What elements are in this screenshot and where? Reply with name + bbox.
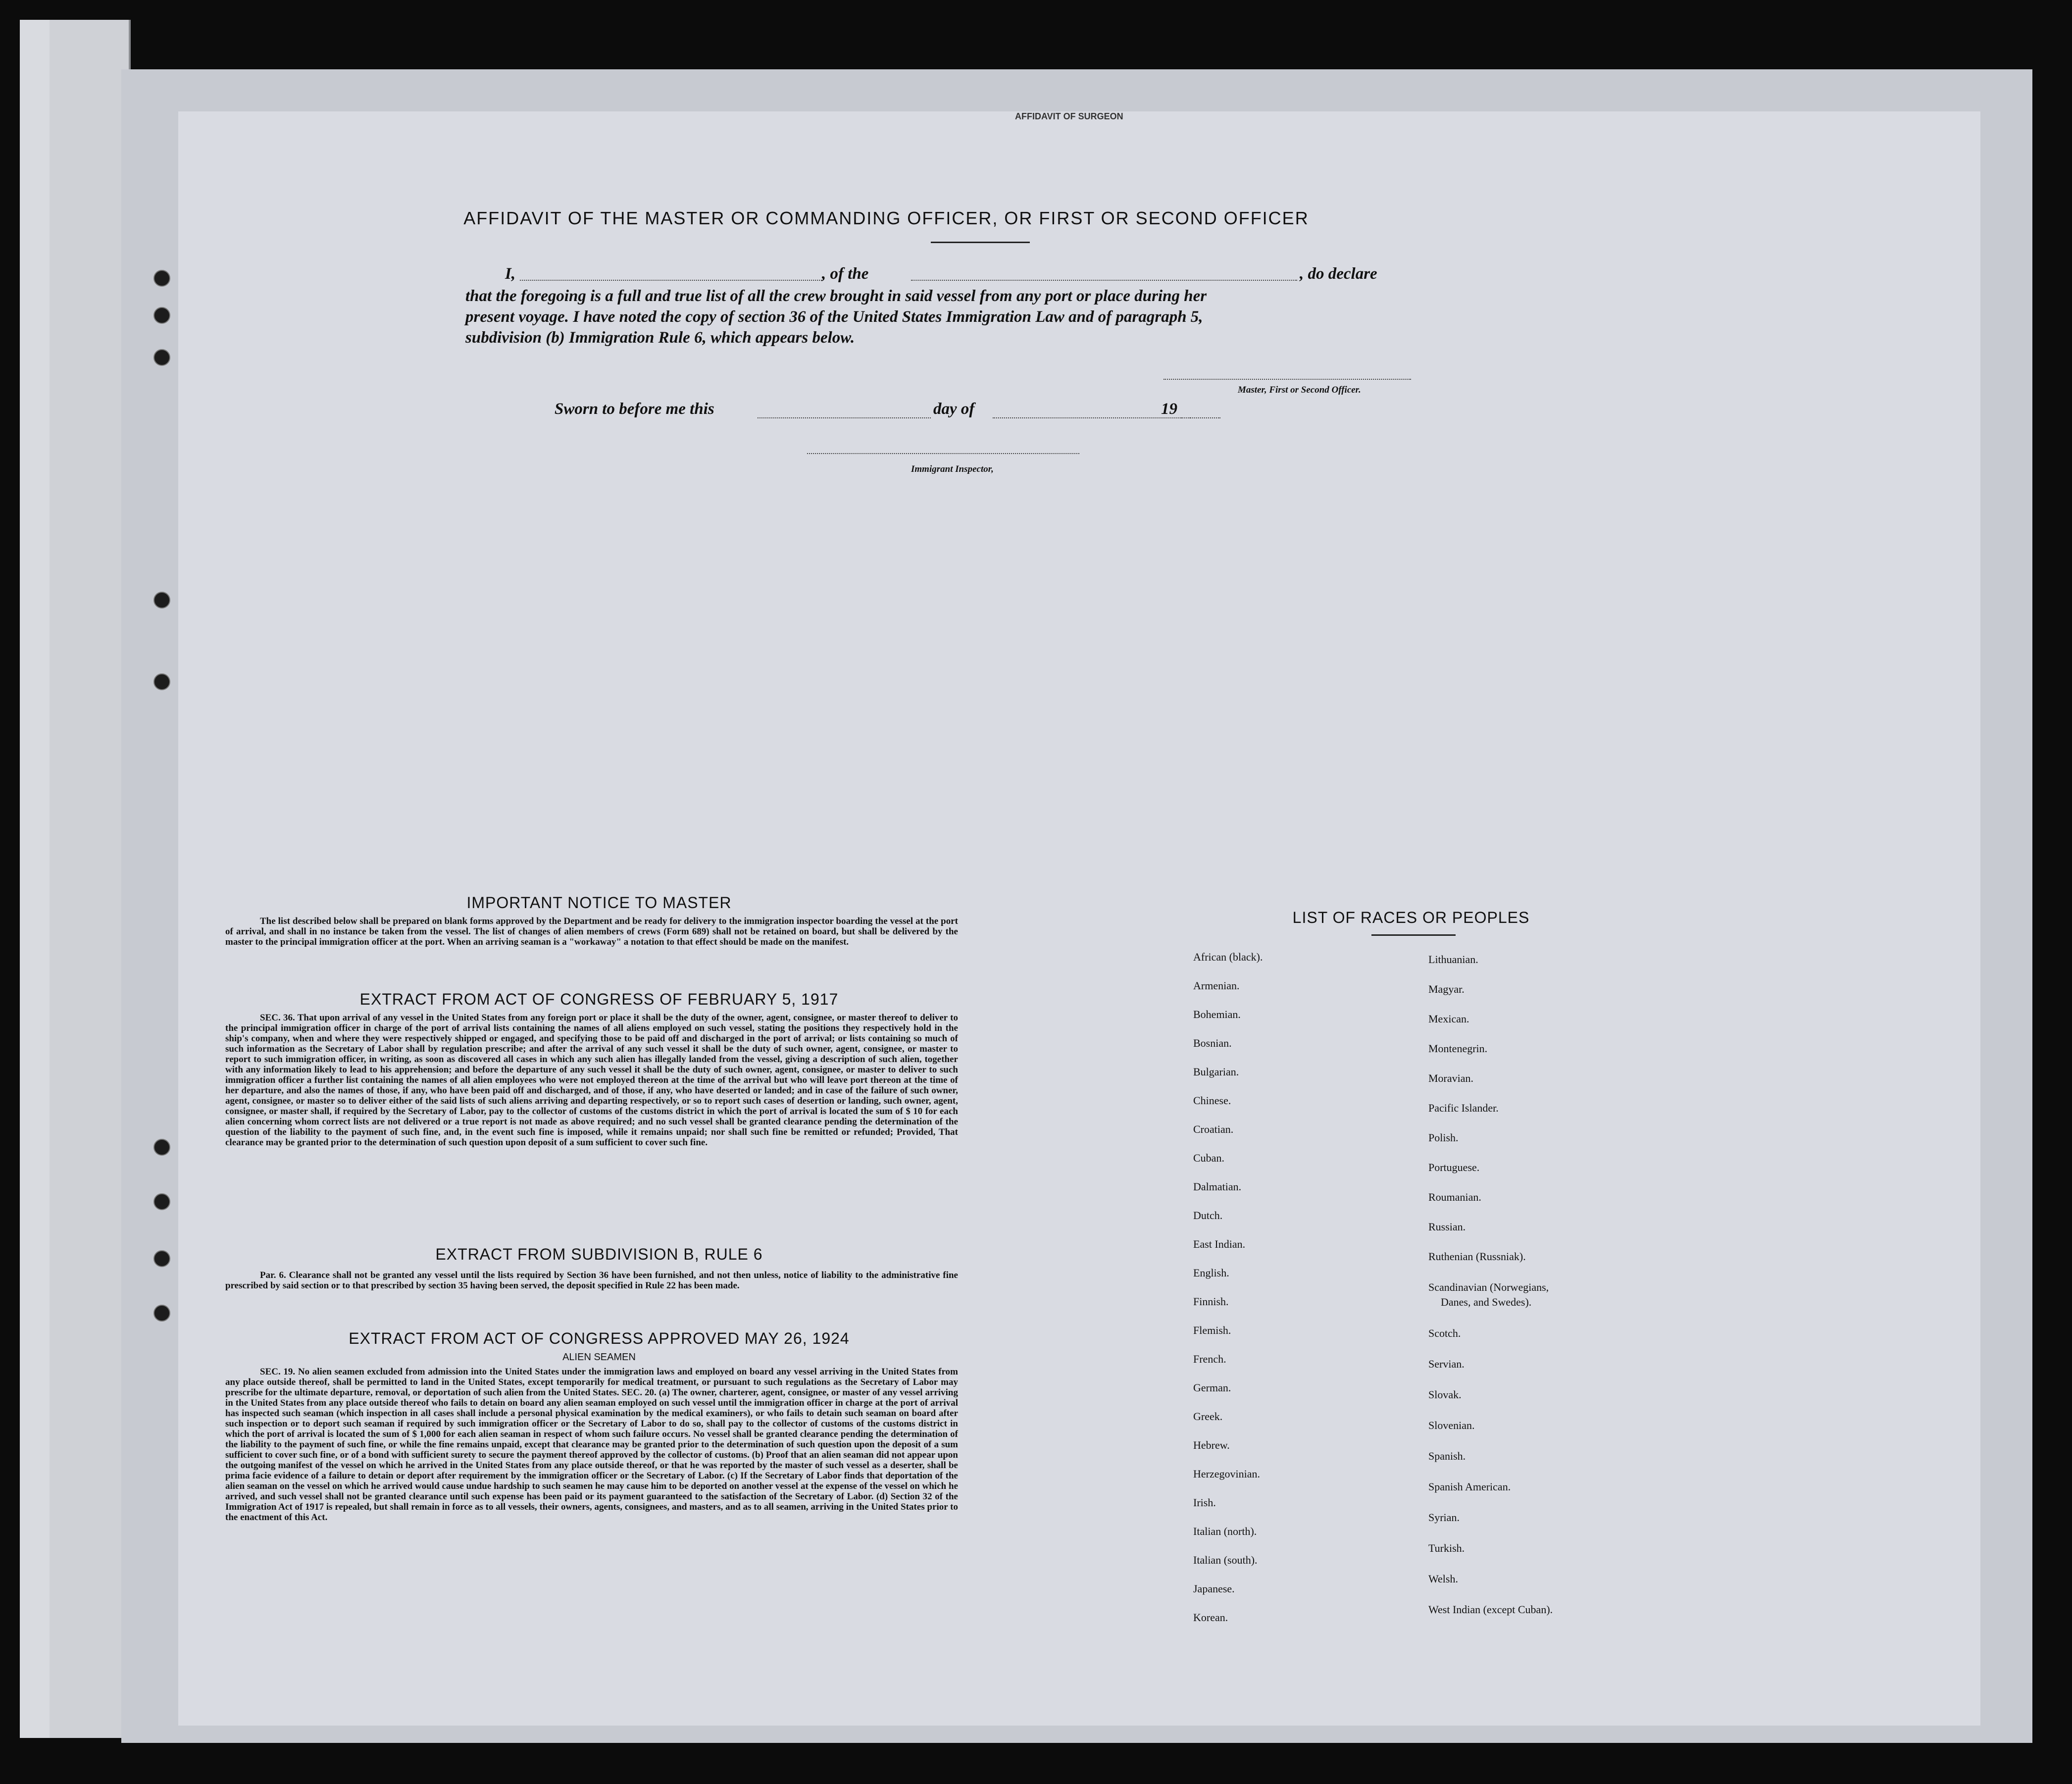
signature-blank[interactable] <box>1163 379 1411 380</box>
race-left-12: English. <box>1193 1267 1229 1279</box>
race-left-11: East Indian. <box>1193 1238 1246 1250</box>
race-left-24: Korean. <box>1193 1611 1228 1624</box>
race-left-16: German. <box>1193 1381 1231 1394</box>
race-right-17: Spanish. <box>1428 1450 1466 1462</box>
cut-off-heading: AFFIDAVIT OF SURGEON <box>1015 111 1123 121</box>
binder-strip-inner <box>50 20 131 1738</box>
punch-hole <box>153 1139 170 1156</box>
race-left-6: Chinese. <box>1193 1094 1231 1107</box>
race-left-8: Cuban. <box>1193 1152 1224 1164</box>
race-left-3: Bohemian. <box>1193 1008 1241 1020</box>
race-right-19: Syrian. <box>1428 1511 1460 1524</box>
race-right-21: Welsh. <box>1428 1573 1458 1585</box>
race-left-7: Croatian. <box>1193 1123 1234 1135</box>
sworn-label: Sworn to before me this <box>555 400 714 418</box>
race-right-4: Montenegrin. <box>1428 1042 1488 1055</box>
notice-text: The list described below shall be prepared on blank forms approved by the Department and be ready for delivery to the immigration inspector boarding the vessel at the port of arrival, and shall in no instance be taken from the vessel. The list of changes of alien members of crews (Form 689) shall not be retained on board, but shall be delivered by the master to the principal immigration officer at the port. When an arriving seaman is a "workaway" a notation to that effect should be made on the manifest. <box>225 916 958 947</box>
race-right-12: Scandinavian (Norwegians, <box>1428 1281 1549 1293</box>
race-left-4: Bosnian. <box>1193 1037 1232 1049</box>
race-right-3: Mexican. <box>1428 1013 1469 1025</box>
title-rule <box>931 242 1030 243</box>
race-left-5: Bulgarian. <box>1193 1066 1239 1078</box>
ghost-lines <box>356 488 1743 933</box>
punch-hole <box>153 1305 170 1322</box>
race-right-7: Polish. <box>1428 1131 1459 1144</box>
race-right-15: Slovak. <box>1428 1388 1462 1401</box>
punch-hole <box>153 1193 170 1210</box>
extract-1924-title: EXTRACT FROM ACT OF CONGRESS APPROVED MAY 26, 1924 <box>349 1329 850 1347</box>
affidavit-line-3: present voyage. I have noted the copy of section 36 of the United States Immigration Law and of paragraph 5, <box>465 308 1203 326</box>
signature-label: Master, First or Second Officer. <box>1238 385 1361 395</box>
extract-1917-title: EXTRACT FROM ACT OF CONGRESS OF FEBRUARY 5, 1917 <box>359 990 839 1008</box>
punch-hole <box>153 349 170 366</box>
day-of-label: day of <box>933 400 975 418</box>
race-left-2: Armenian. <box>1193 979 1240 992</box>
race-left-17: Greek. <box>1193 1410 1223 1423</box>
punch-hole <box>153 307 170 324</box>
vessel-blank[interactable] <box>911 280 1297 281</box>
year-label: 19 <box>1161 400 1177 418</box>
race-left-21: Italian (north). <box>1193 1525 1257 1537</box>
name-blank[interactable] <box>520 280 822 281</box>
race-right-9: Roumanian. <box>1428 1191 1481 1203</box>
race-right-5: Moravian. <box>1428 1072 1474 1084</box>
race-right-13: Scotch. <box>1428 1327 1461 1339</box>
rule6-title: EXTRACT FROM SUBDIVISION B, RULE 6 <box>435 1245 763 1263</box>
extract-1924-text: SEC. 19. No alien seamen excluded from admission into the United States under the immigration laws and employed on board any vessel arriving in the United States from any place outside thereof, shall be permitted to land in the United States, except temporarily for medical treatment, or pursuant to such regulations as the Secretary of Labor may prescribe for the ultimate departure, removal, or deportation of such alien from the United States. SEC. 20. (a) The owner, charterer, agent, consignee, or master of any vessel arriving in the United States from any place outside thereof who fails to detain on board any alien seaman employed on such vessel until the immigration officer in charge at the port of arrival has inspected such seaman (which inspection in all cases shall include a personal physical examination by the medical examiners), or who fails to detain such seaman on board after such inspection or to deport such seaman if required by such immigration officer or the Secretary of Labor to do so, shall pay to the collector of customs of the customs district in which the port of arrival is located the sum of $ 1,000 for each alien seaman in respect of whom such failure occurs. No vessel shall be granted clearance pending the determination of the liability to the payment of such fine, or while the fine remains unpaid, except that clearance may be granted prior to the determination of such question upon the deposit of a sum sufficient to cover such fine, or of a bond with sufficient surety to secure the payment thereof approved by the collector of customs. (b) Proof that an alien seaman did not appear upon the outgoing manifest of the vessel on which he arrived in the United States from any place outside thereof, or that he was reported by the master of such vessel as a deserter, shall be prima facie evidence of a failure to detain or deport after requirement by the immigration officer or the Secretary of Labor. (c) If the Secretary of Labor finds that deportation of the alien seaman on the vessel on which he arrived would cause undue hardship to such seamen he may cause him to be deported on another vessel at the expense of the vessel on which he arrived, and such vessel shall not be granted clearance until such expense has been paid or its payment guaranteed to the satisfaction of the Secretary of Labor. (d) Section 32 of the Immigration Act of 1917 is repealed, but shall remain in force as to all vessels, their owners, agents, consignees, and masters, and as to all seamen, arriving in the United States prior to the enactment of this Act. <box>225 1367 958 1523</box>
race-right-18: Spanish American. <box>1428 1480 1511 1493</box>
race-left-22: Italian (south). <box>1193 1554 1258 1566</box>
extract-1924-subtitle: ALIEN SEAMEN <box>562 1352 636 1363</box>
race-left-10: Dutch. <box>1193 1209 1223 1222</box>
race-left-19: Herzegovinian. <box>1193 1468 1260 1480</box>
inspector-blank[interactable] <box>807 453 1079 454</box>
punch-hole <box>153 673 170 690</box>
race-left-14: Flemish. <box>1193 1324 1231 1336</box>
race-left-20: Irish. <box>1193 1496 1216 1509</box>
race-right-14: Servian. <box>1428 1358 1465 1370</box>
race-right-11: Ruthenian (Russniak). <box>1428 1250 1526 1263</box>
race-right-1: Lithuanian. <box>1428 953 1478 966</box>
race-right-12-cont: Danes, and Swedes). <box>1441 1296 1532 1308</box>
year-blank[interactable] <box>1181 417 1220 418</box>
race-left-23: Japanese. <box>1193 1582 1235 1595</box>
affidavit-of-label: , of the <box>822 265 869 283</box>
punch-hole <box>153 270 170 287</box>
race-left-15: French. <box>1193 1353 1226 1365</box>
races-rule <box>1371 934 1456 936</box>
manifest-sheet <box>178 111 1980 1726</box>
race-left-9: Dalmatian. <box>1193 1180 1242 1193</box>
race-right-20: Turkish. <box>1428 1542 1465 1554</box>
affidavit-line-2: that the foregoing is a full and true list of all the crew brought in said vessel from any port or place during her <box>465 287 1207 305</box>
race-right-16: Slovenian. <box>1428 1419 1475 1431</box>
affidavit-line-4: subdivision (b) Immigration Rule 6, which appears below. <box>465 329 855 347</box>
extract-1917-text: SEC. 36. That upon arrival of any vessel in the United States from any foreign port or place it shall be the duty of the owner, agent, consignee, or master thereof to deliver to the principal immigration officer in charge of the port of arrival lists containing the names of all aliens employed on such vessel, stating the positions they respectively hold in the ship's company, when and where they were respectively shipped or engaged, and specifying those to be paid off and discharged in the port of arrival; or lists containing so much of such information as the Secretary of Labor shall by regulation prescribe; and after the arrival of any such vessel it shall be the duty of such owner, agent, consignee, or master to report to such immigration officer, in writing, as soon as discovered all cases in which any such alien has illegally landed from the vessel, giving a description of such alien, together with any information likely to lead to his apprehension; and before the departure of any such vessel it shall be the duty of such owner, agent, consignee, or master to deliver to such immigration officer a further list containing the names of all alien employees who were not employed thereon at the time of the arrival but who will leave port thereon at the time of her departure, and also the names of those, if any, who have been paid off and discharged, and of those, if any, who have deserted or landed; and in case of the failure of such owner, agent, consignee, or master so to deliver either of the said lists of such aliens arriving and departing respectively, or so to report such cases of desertion or landing, such owner, agent, consignee, or master shall, if required by the Secretary of Labor, pay to the collector of customs of the customs district in which the port of arrival is located the sum of $ 10 for each alien concerning whom correct lists are not delivered or a true report is not made as above required; and no such vessel shall be granted clearance pending the determination of the question of the liability to the payment of such fine, and, in the event such fine is imposed, while it remains unpaid; nor shall such fine be remitted or refunded; Provided, That clearance may be granted prior to the determination of such question upon deposit of a sum sufficient to cover such fine. <box>225 1013 958 1148</box>
punch-hole <box>153 592 170 609</box>
race-right-10: Russian. <box>1428 1221 1466 1233</box>
race-right-8: Portuguese. <box>1428 1161 1480 1173</box>
affidavit-declare-label: , do declare <box>1300 265 1377 283</box>
punch-hole <box>153 1250 170 1267</box>
race-left-1: African (black). <box>1193 951 1263 963</box>
race-left-13: Finnish. <box>1193 1295 1229 1308</box>
notice-title: IMPORTANT NOTICE TO MASTER <box>466 894 732 912</box>
inspector-label: Immigrant Inspector, <box>911 464 994 474</box>
race-right-2: Magyar. <box>1428 983 1465 995</box>
race-right-22: West Indian (except Cuban). <box>1428 1603 1553 1616</box>
affidavit-title: AFFIDAVIT OF THE MASTER OR COMMANDING OFFICER, OR FIRST OR SECOND OFFICER <box>463 208 1309 228</box>
race-left-18: Hebrew. <box>1193 1439 1230 1451</box>
race-right-6: Pacific Islander. <box>1428 1102 1499 1114</box>
races-title: LIST OF RACES OR PEOPLES <box>1292 909 1530 926</box>
sworn-day-blank[interactable] <box>758 417 931 418</box>
affidavit-i-label: I, <box>505 265 516 283</box>
rule6-text: Par. 6. Clearance shall not be granted any vessel until the lists required by Section 36 have been furnished, and not then unless, notice of liability to the administrative fine prescribed by said section or to that prescribed by section 35 having been served, the deposit specified in Rule 22 has been made. <box>225 1270 958 1291</box>
